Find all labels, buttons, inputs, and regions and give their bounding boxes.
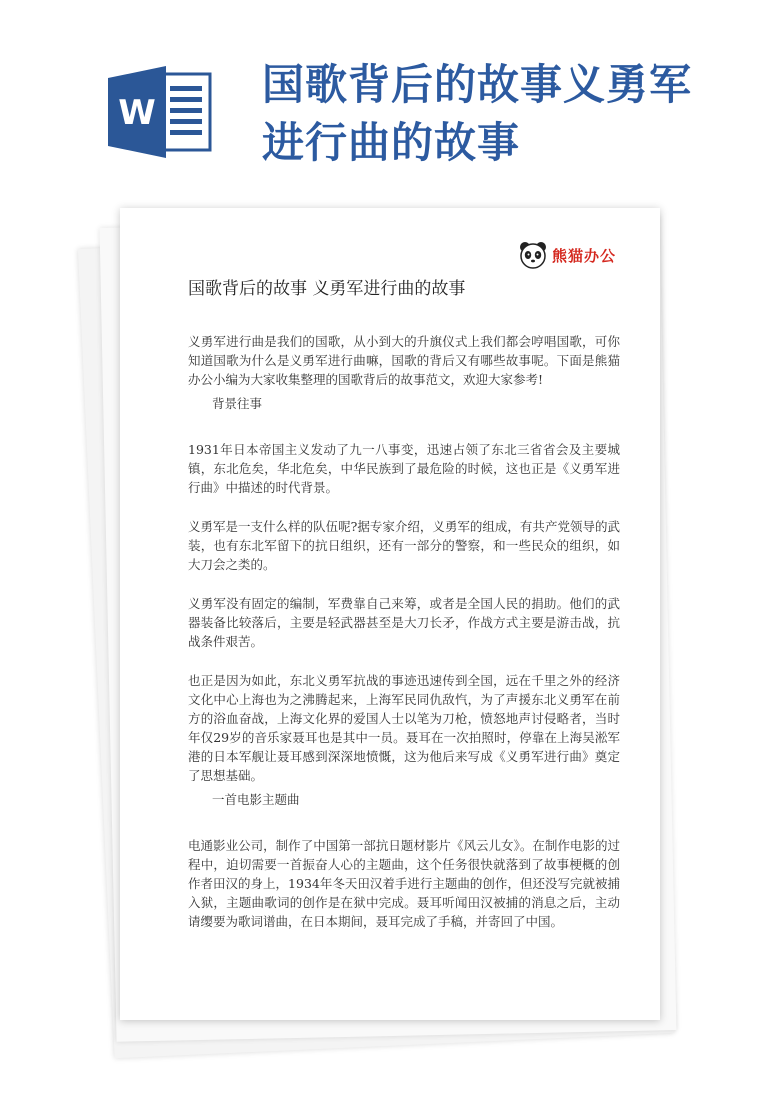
paragraph: 义勇军是一支什么样的队伍呢?据专家介绍，义勇军的组成，有共产党领导的武装，也有东北军留下的抗日组织，还有一部分的警察，和一些民众的组织，如大刀会之类的。 (188, 519, 620, 572)
document-body (188, 332, 620, 951)
section-heading: 一首电影主题曲 (212, 792, 300, 807)
paragraph: 电通影业公司，制作了中国第一部抗日题材影片《风云儿女》。在制作电影的过程中，迫切需要一首振奋人心的主题曲，这个任务很快就落到了故事梗概的创作者田汉的身上，1934年冬天田汉着手进行主题曲的创作，但还没写完就被捕入狱，主题曲歌词的创作是在狱中完成。聂耳听闻田汉被捕的消息之后，主动请缨要为歌词谱曲，在日本期间，聂耳完成了手稿，并寄回了中国。 (188, 838, 620, 929)
paragraph: 1931年日本帝国主义发动了九一八事变，迅速占领了东北三省省会及主要城镇，东北危矣，华北危矣，中华民族到了最危险的时候，这也正是《义勇军进行曲》中描述的时代背景。 (188, 442, 620, 495)
document-title: 国歌背后的故事 义勇军进行曲的故事 (188, 279, 466, 299)
brand-name: 熊猫办公 (551, 246, 616, 265)
brand-logo (518, 240, 616, 270)
panda-icon (518, 240, 548, 270)
header (0, 0, 780, 200)
section-heading: 背景往事 (212, 396, 263, 411)
document-page (120, 208, 660, 1020)
word-document-icon (108, 66, 212, 158)
paragraph: 也正是因为如此，东北义勇军抗战的事迹迅速传到全国，远在千里之外的经济文化中心上海也为之沸腾起来，上海军民同仇敌忾，为了声援东北义勇军在前方的浴血奋战，上海文化界的爱国人士以笔为刀枪，愤怒地声讨侵略者，当时年仅29岁的音乐家聂耳也是其中一员。聂耳在一次拍照时，停靠在上海吴淞军港的日本军舰让聂耳感到深深地愤慨，这为他后来写成《义勇军进行曲》奠定了思想基础。 (188, 673, 620, 783)
main-title (262, 56, 762, 172)
main-title-line-1: 国歌背后的故事义勇军 (262, 60, 693, 109)
paragraph: 义勇军没有固定的编制，军费靠自己来筹，或者是全国人民的捐助。他们的武器装备比较落后，主要是轻武器甚至是大刀长矛，作战方式主要是游击战，抗战条件艰苦。 (188, 596, 620, 649)
paragraph: 义勇军进行曲是我们的国歌，从小到大的升旗仪式上我们都会哼唱国歌，可你知道国歌为什么是义勇军进行曲嘛，国歌的背后又有哪些故事呢。下面是熊猫办公小编为大家收集整理的国歌背后的故事范文，欢迎大家参考! (188, 334, 620, 387)
main-title-line-2: 进行曲的故事 (262, 118, 521, 167)
word-icon-letter: W (118, 93, 156, 133)
